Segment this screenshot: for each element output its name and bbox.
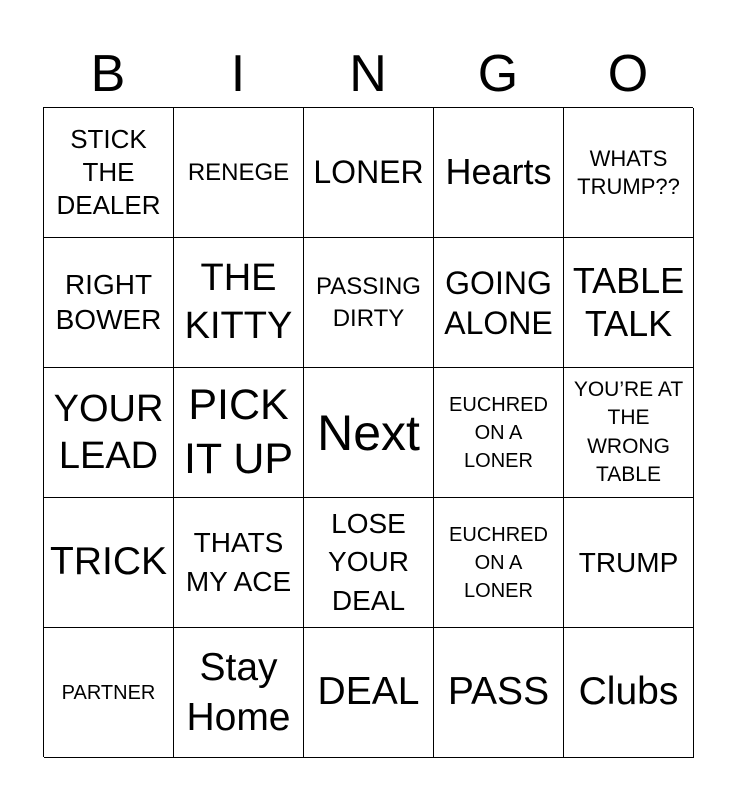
cell-text: LOSE YOUR DEAL xyxy=(328,507,409,616)
cell-text: EUCHRED ON A LONER xyxy=(449,393,548,472)
cell-text: DEAL xyxy=(317,670,420,714)
bingo-cell[interactable] xyxy=(44,628,174,758)
bingo-cell[interactable] xyxy=(434,368,564,498)
cell-text: TABLE TALK xyxy=(572,260,685,344)
cell-text: LONER xyxy=(313,153,424,190)
cell-text: PASS xyxy=(447,670,550,714)
bingo-card xyxy=(43,107,693,757)
cell-text: YOUR LEAD xyxy=(53,388,164,477)
bingo-cell[interactable] xyxy=(304,238,434,368)
cell-text: Hearts xyxy=(445,151,552,193)
cell-text: PICK IT UP xyxy=(183,380,294,483)
bingo-cell[interactable] xyxy=(174,368,304,498)
header-letter-b: B xyxy=(90,45,126,103)
bingo-cell[interactable] xyxy=(434,108,564,238)
bingo-cell[interactable] xyxy=(564,368,694,498)
cell-text: TRICK xyxy=(50,540,167,584)
cell-text: PASSING DIRTY xyxy=(316,273,421,332)
bingo-cell[interactable] xyxy=(44,498,174,628)
header-letter-o: O xyxy=(607,45,649,103)
bingo-cell[interactable] xyxy=(564,628,694,758)
bingo-cell[interactable] xyxy=(44,368,174,498)
bingo-cell[interactable] xyxy=(174,108,304,238)
bingo-cell[interactable] xyxy=(44,108,174,238)
bingo-cell[interactable] xyxy=(44,238,174,368)
cell-text: WHATS TRUMP?? xyxy=(577,146,680,199)
bingo-cell[interactable] xyxy=(564,108,694,238)
cell-text: Stay Home xyxy=(186,645,291,739)
cell-text: PARTNER xyxy=(61,681,156,704)
bingo-cell[interactable] xyxy=(304,368,434,498)
bingo-cell[interactable] xyxy=(434,238,564,368)
bingo-cell[interactable] xyxy=(304,628,434,758)
bingo-cell[interactable] xyxy=(564,498,694,628)
cell-text: RIGHT BOWER xyxy=(55,269,162,335)
cell-text: GOING ALONE xyxy=(444,264,553,341)
bingo-cell[interactable] xyxy=(434,498,564,628)
bingo-cell[interactable] xyxy=(174,498,304,628)
cell-text: RENEGE xyxy=(187,158,290,186)
cell-text: STICK THE DEALER xyxy=(56,123,161,220)
cell-text: TRUMP xyxy=(578,546,679,578)
cell-text: EUCHRED ON A LONER xyxy=(449,523,548,602)
cell-text: THE KITTY xyxy=(184,257,293,347)
bingo-header xyxy=(43,40,693,108)
header-letter-i: I xyxy=(230,45,246,103)
header-letter-n: N xyxy=(349,45,387,103)
bingo-cell[interactable] xyxy=(434,628,564,758)
bingo-cell[interactable] xyxy=(304,108,434,238)
bingo-cell[interactable] xyxy=(174,238,304,368)
cell-text: THATS MY ACE xyxy=(185,526,292,597)
cell-text: Clubs xyxy=(578,670,679,714)
cell-text: Next xyxy=(317,404,420,461)
bingo-cell[interactable] xyxy=(304,498,434,628)
bingo-cell[interactable] xyxy=(174,628,304,758)
cell-text: YOU’RE AT THE WRONG TABLE xyxy=(573,377,684,486)
bingo-cell[interactable] xyxy=(564,238,694,368)
header-letter-g: G xyxy=(477,45,519,103)
